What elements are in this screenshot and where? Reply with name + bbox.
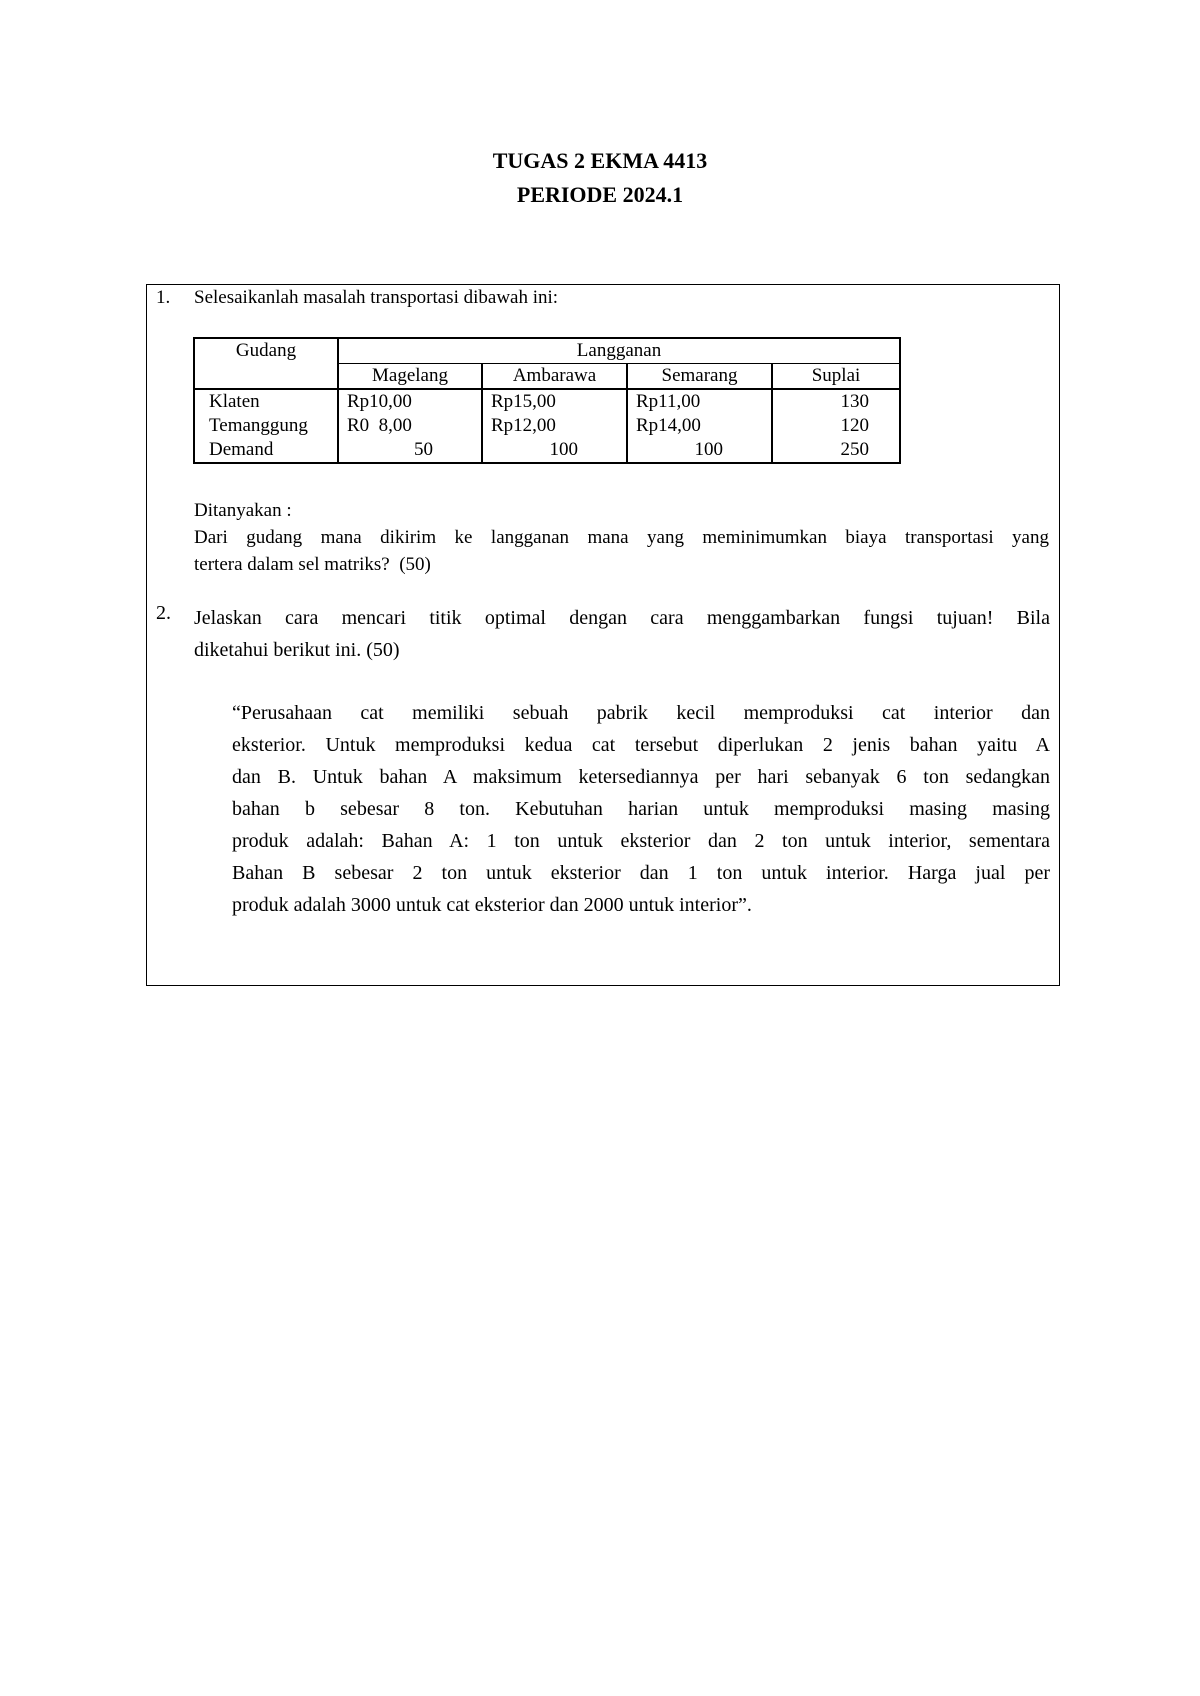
table-row-label: Demand [194,438,338,463]
table-col-header: Magelang [338,364,482,390]
table-row [194,389,900,414]
table-cell: R0 8,00 [338,414,482,438]
document-period: PERIODE 2024.1 [516,182,684,207]
table-col-header: Ambarawa [482,364,627,390]
question-2-line: Jelaskan cara mencari titik optimal dengan cara menggambarkan fungsi tujuan! Bila [194,607,1050,629]
question-2-number: 2. [156,602,171,624]
table-row-label: Temanggung [194,414,338,438]
table-row [194,438,900,463]
case-quote [232,697,1050,921]
table-cell: Rp10,00 [338,389,482,414]
asked-line: tertera dalam sel matriks? (50) [194,554,431,575]
quote-line: “Perusahaan cat memiliki sebuah pabrik kecil memproduksi cat interior dan [232,702,1050,724]
table-cell: 250 [772,438,900,463]
table-header-empty [194,364,338,390]
table-header-gudang: Gudang [194,338,338,364]
quote-line: Bahan B sebesar 2 ton untuk eksterior dan 1 ton untuk interior. Harga jual per [232,862,1050,884]
asked-label: Ditanyakan : [194,500,292,521]
table-cell: Rp12,00 [482,414,627,438]
table-cell: Rp14,00 [627,414,772,438]
table-row-label: Klaten [194,389,338,414]
quote-line: produk adalah 3000 untuk cat eksterior dan 2000 untuk interior”. [232,894,752,916]
table-col-header: Semarang [627,364,772,390]
question-1-number: 1. [156,287,171,308]
table-cell: 100 [627,438,772,463]
table-cell: 120 [772,414,900,438]
table-cell: Rp11,00 [627,389,772,414]
table-cell: 50 [338,438,482,463]
quote-line: bahan b sebesar 8 ton. Kebutuhan harian untuk memproduksi masing masing [232,798,1050,820]
quote-line: dan B. Untuk bahan A maksimum ketersediannya per hari sebanyak 6 ton sedangkan [232,766,1050,788]
quote-line: produk adalah: Bahan A: 1 ton untuk eksterior dan 2 ton untuk interior, sementara [232,830,1050,852]
transport-table [193,337,901,464]
document-title: TUGAS 2 EKMA 4413 [492,148,708,173]
quote-line: eksterior. Untuk memproduksi kedua cat tersebut diperlukan 2 jenis bahan yaitu A [232,734,1050,756]
asked-line: Dari gudang mana dikirim ke langganan mana yang meminimumkan biaya transportasi yang [194,527,1049,548]
question-2-prompt [194,602,1050,666]
table-cell: Rp15,00 [482,389,627,414]
question-2-line: diketahui berikut ini. (50) [194,639,400,661]
table-row [194,414,900,438]
table-header-langganan: Langganan [338,338,900,364]
question-1-asked [194,497,1049,578]
table-cell: 100 [482,438,627,463]
question-1-prompt: Selesaikanlah masalah transportasi dibawah ini: [194,287,559,308]
table-col-header: Suplai [772,364,900,390]
table-cell: 130 [772,389,900,414]
